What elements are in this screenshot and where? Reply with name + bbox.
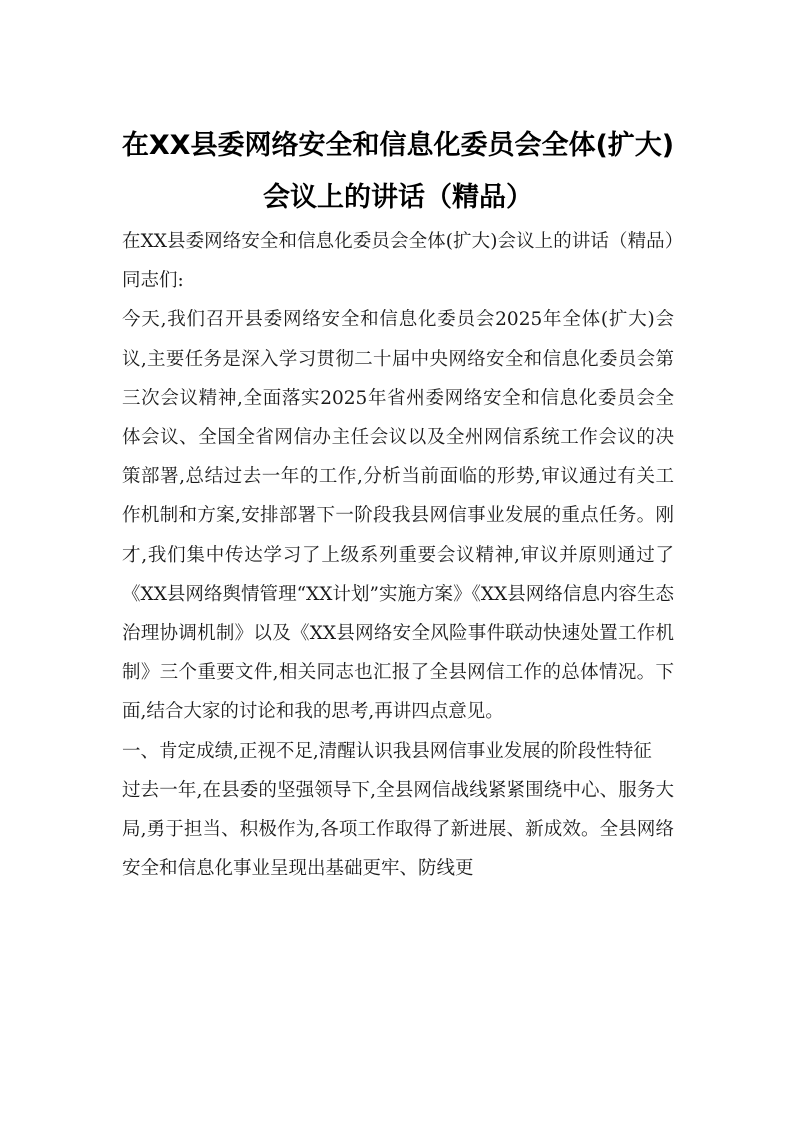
section-heading-1: 一、肯定成绩,正视不足,清醒认识我县网信事业发展的阶段性特征 xyxy=(122,740,652,762)
paragraph-section-1: 过去一年,在县委的坚强领导下,全县网信战线紧紧围绕中心、服务大局,勇于担当、积极作为,各项工作取得了新进展、新成效。全县网络安全和信息化事业呈现出基础更牢、防线更 xyxy=(122,779,674,880)
document-title: 在XX县委网络安全和信息化委员会全体(扩大)会议上的讲话（精品） xyxy=(121,130,675,213)
paragraph-salutation: 在XX县委网络安全和信息化委员会全体(扩大)会议上的讲话（精品）同志们: xyxy=(122,231,674,292)
document-body xyxy=(122,222,674,888)
paragraph-opening: 今天,我们召开县委网络安全和信息化委员会2025年全体(扩大)会议,主要任务是深入学习贯彻二十届中央网络安全和信息化委员会第三次会议精神,全面落实2025年省州委网络安全和信息化委员会全体会议、全国全省网信办主任会议以及全州网信系统工作会议的决策部署,总结过去一年的工作,分析当前面临的形势,审议通过有关工作机制和方案,安排部署下一阶段我县网信事业发展的重点任务。刚才,我们集中传达学习了上级系列重要会议精神,审议并原则通过了《XX县网络舆情管理“XX计划”实施方案》《XX县网络信息内容生态治理协调机制》以及《XX县网络安全风险事件联动快速处置工作机制》三个重要文件,相关同志也汇报了全县网信工作的总体情况。下面,结合大家的讨论和我的思考,再讲四点意见。 xyxy=(122,309,674,723)
